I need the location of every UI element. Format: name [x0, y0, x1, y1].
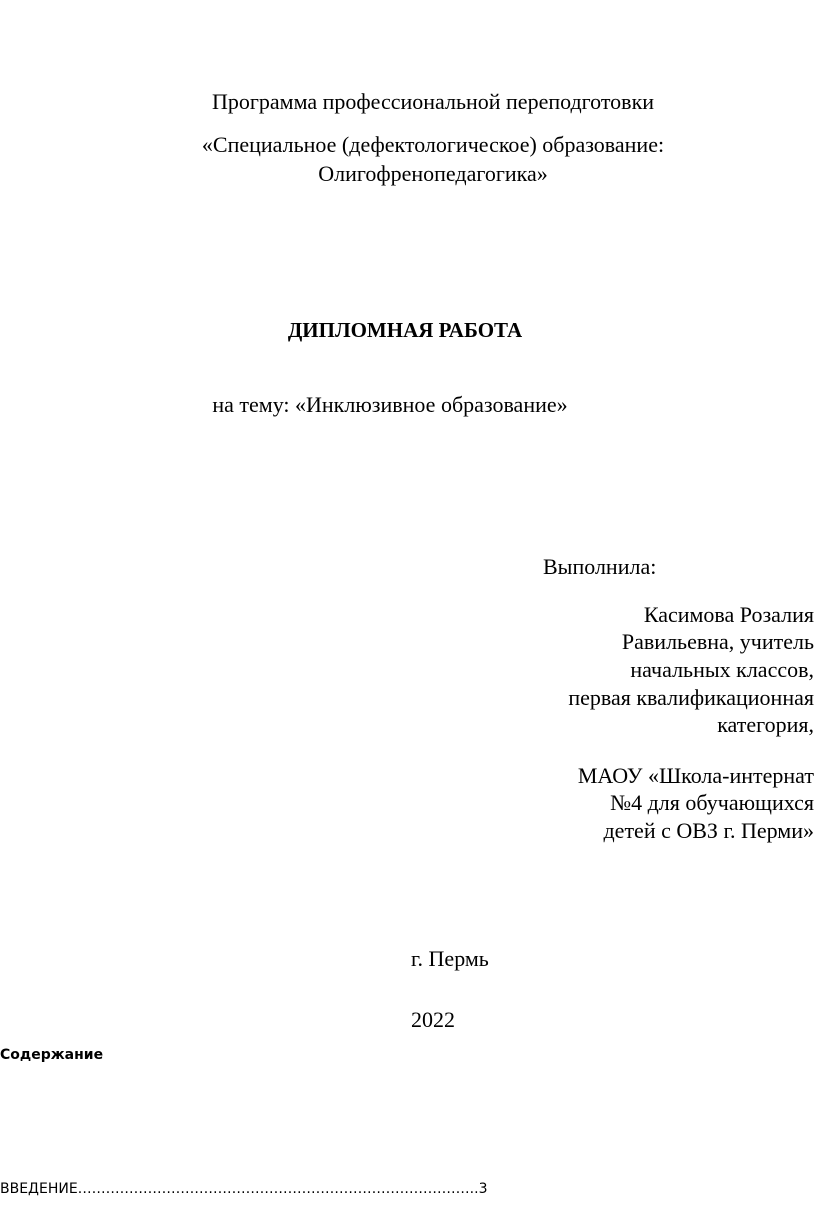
- program-line-3: Олигофренопедагогика»: [318, 161, 548, 186]
- year: 2022: [411, 1007, 455, 1032]
- city: г. Пермь: [411, 946, 489, 971]
- school-line: детей с ОВЗ г. Перми»: [603, 818, 814, 843]
- program-line-2: «Специальное (дефектологическое) образование:: [201, 132, 665, 157]
- author-line: первая квалификационная: [568, 685, 814, 710]
- author-label: Выполнила:: [543, 554, 657, 579]
- contents-heading: Содержание: [0, 1047, 104, 1063]
- author-line: начальных классов,: [630, 657, 814, 682]
- author-line: Равильевна, учитель: [621, 629, 814, 654]
- thesis-title: ДИПЛОМНАЯ РАБОТА: [287, 318, 523, 342]
- school-line: №4 для обучающихся: [610, 790, 814, 815]
- program-line-1: Программа профессиональной переподготовки: [211, 89, 655, 114]
- school-line: МАОУ «Школа-интернат: [577, 763, 814, 788]
- thesis-topic: на тему: «Инклюзивное образование»: [212, 392, 568, 417]
- contents-entry[interactable]: ВВЕДЕНИЕ…………………………………………………………………………..3: [0, 1181, 488, 1197]
- author-line: Касимова Розалия: [643, 602, 814, 627]
- author-line: категория,: [717, 712, 814, 737]
